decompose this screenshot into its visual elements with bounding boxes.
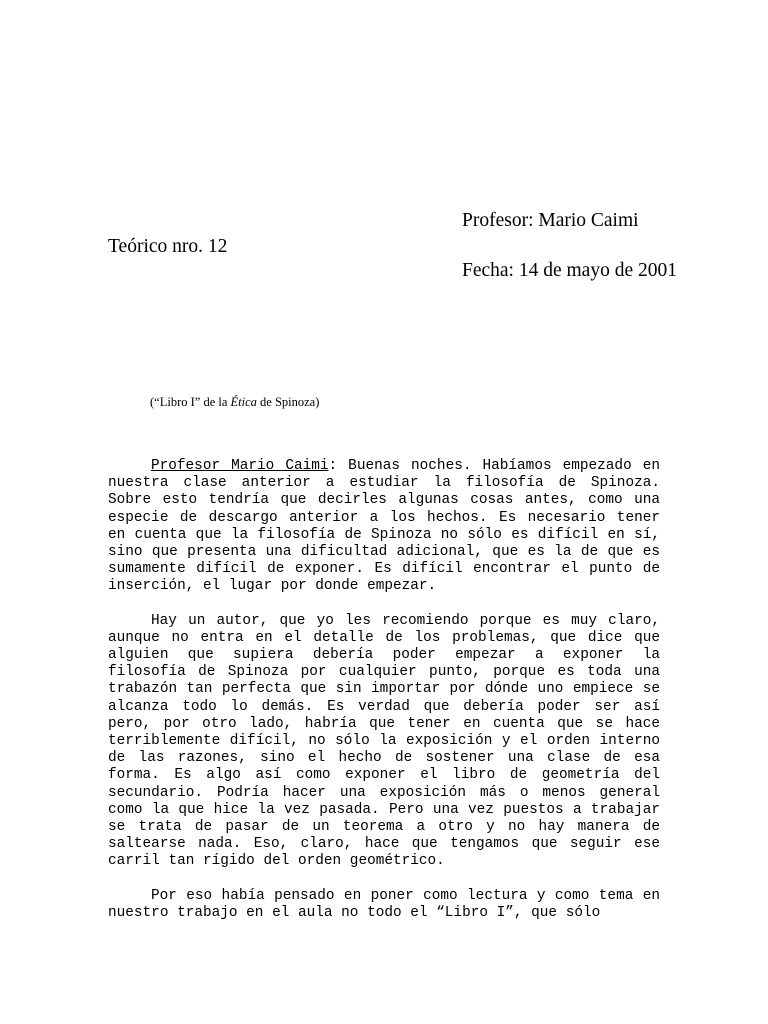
class-date: Fecha: 14 de mayo de 2001 <box>462 260 677 281</box>
speaker-name: Profesor Mario Caimi <box>151 458 329 474</box>
citation-close: de Spinoza) <box>256 395 320 409</box>
professor-name: Profesor: Mario Caimi <box>462 210 639 231</box>
document-body <box>108 458 660 939</box>
citation-note <box>150 395 319 410</box>
citation-title: Ética <box>230 395 257 409</box>
citation-open: (“Libro I” de la <box>150 395 231 409</box>
paragraph-1 <box>108 458 660 596</box>
paragraph-3: Por eso había pensado en poner como lectura y como tema en nuestro trabajo en el aula no todo el “Libro I”, que sólo <box>108 887 660 921</box>
class-number: Teórico nro. 12 <box>108 236 228 257</box>
paragraph-2: Hay un autor, que yo les recomiendo porque es muy claro, aunque no entra en el detalle de los problemas, que dice que alguien que supiera debería poder empezar a exponer la filosofía de Spinoza por cualquier punto, porque es toda una trabazón tan perfecta que sin importar por dónde uno empiece se alcanza todo lo demás. Es verdad que debería poder ser así pero, por otro lado, habría que tener en cuenta que se hace terriblemente difícil, no sólo la exposición y el orden interno de las razones, sino el hecho de sostener una clase de esa forma. Es algo así como exponer el libro de geometría del secundario. Podría hacer una exposición más o menos general como la que hice la vez pasada. Pero una vez puestos a trabajar se trata de pasar de un teorema a otro y no hay manera de saltearse nada. Eso, claro, hace que tengamos que seguir ese carril tan rígido del orden geométrico. <box>108 612 660 870</box>
paragraph-1-text: : Buenas noches. Habíamos empezado en nuestra clase anterior a estudiar la filosofía de Spinoza. Sobre esto tendría que decirles algunas cosas antes, como una especie de descargo anterior a los hechos. Es necesario tener en cuenta que la filosofía de Spinoza no sólo es difícil en sí, sino que presenta una dificultad adicional, que es la de que es sumamente difícil de exponer. Es difícil encontrar el punto de inserción, el lugar por donde empezar. <box>108 458 661 595</box>
